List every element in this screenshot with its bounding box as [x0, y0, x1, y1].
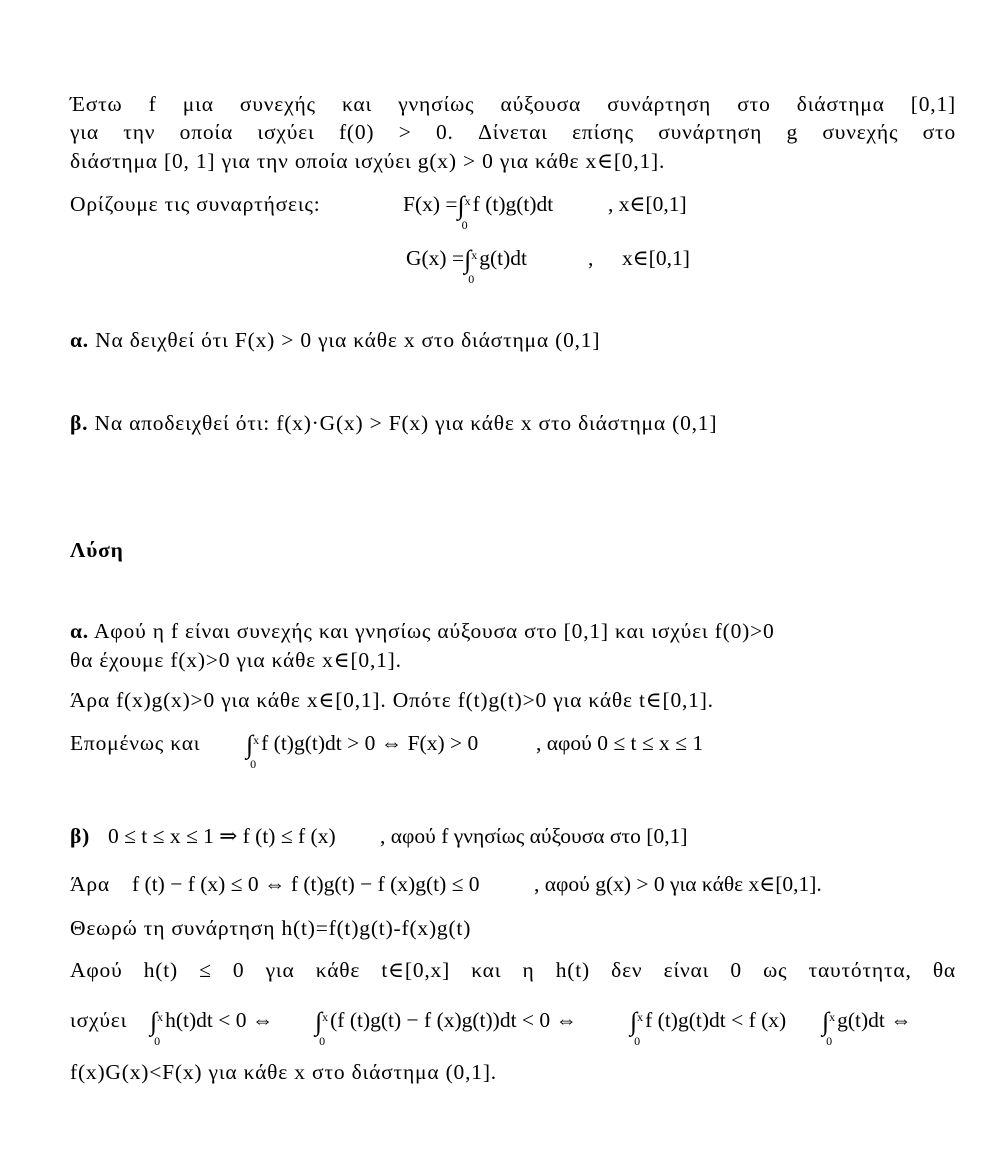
integral-sign: ∫: [457, 191, 465, 220]
integral-sign: ∫: [315, 1007, 323, 1036]
solution-b-line-2: Άρα f (t) − f (x) ≤ 0 ⇔ f (t)g(t) − f (x)g(t) ≤ 0 , αφού g(x) > 0 για κάθε x∈[0,1].: [70, 872, 822, 896]
solution-a-line-4: Επομένως και ∫ x 0 f (t)g(t)dt > 0 ⇔ F(x) > 0 , αφού 0 ≤ t ≤ x ≤ 1: [70, 730, 704, 771]
solution-b-line-3: Θεωρώ τη συνάρτηση h(t)=f(t)g(t)-f(x)g(t): [70, 916, 472, 940]
integral-term-1: ∫ x 0 h(t)dt < 0 ⇔: [150, 1007, 274, 1048]
integral-term-3: ∫ x 0 f (t)g(t)dt < f (x): [630, 1007, 787, 1048]
integral-limits: x 0: [250, 733, 260, 771]
integral-sign: ∫: [464, 245, 472, 274]
integral-sign: ∫: [246, 730, 254, 759]
integral-term-2: ∫ x 0 (f (t)g(t) − f (x)g(t))dt < 0 ⇔: [315, 1007, 578, 1048]
G-comma: ,: [588, 246, 594, 270]
problem-line-1: Έστω f μια συνεχής και γνησίως αύξουσα συνάρτηση στο διάστημα [0,1]: [70, 92, 956, 116]
F-integrand: f (t)g(t)dt: [472, 192, 554, 216]
G-lhs: G(x) =: [406, 246, 465, 270]
solution-b-line-5: ισχύει ∫ x 0 h(t)dt < 0 ⇔ ∫ x 0 (f (t)g(t) − f (x)g(t))dt < 0 ⇔ ∫ x 0 f (t)g(t)dt < f (x) ∫ x 0 g(t)dt ⇔: [70, 1007, 912, 1048]
G-integrand: g(t)dt: [479, 246, 528, 270]
F-domain: , x∈[0,1]: [608, 192, 687, 216]
integral-sign: ∫: [822, 1007, 830, 1036]
integral-limits: x 0: [826, 1010, 836, 1048]
integral-limits: x 0: [461, 194, 471, 232]
part-a-marker: α.: [70, 328, 89, 352]
part-a-text: Να δειχθεί ότι F(x) > 0 για κάθε x στο διάστημα (0,1]: [95, 328, 601, 352]
definition-F-line: [70, 190, 956, 232]
solution-a-line-3: Άρα f(x)g(x)>0 για κάθε x∈[0,1]. Οπότε f(t)g(t)>0 για κάθε t∈[0,1].: [70, 688, 714, 712]
part-b-text: Να αποδειχθεί ότι: f(x)·G(x) > F(x) για κάθε x στο διάστημα (0,1]: [94, 411, 718, 435]
solution-a-line-1: α. Αφού η f είναι συνεχής και γνησίως αύξουσα στο [0,1] και ισχύει f(0)>0: [70, 619, 775, 643]
solution-b-marker: β): [70, 824, 91, 848]
integral-sign: ∫: [630, 1007, 638, 1036]
solution-b-line-4: Αφού h(t) ≤ 0 για κάθε t∈[0,x] και η h(t) δεν είναι 0 ως ταυτότητα, θα: [70, 958, 956, 982]
part-a-question: [70, 326, 956, 354]
solution-b-line-6: f(x)G(x)<F(x) για κάθε x στο διάστημα (0,1].: [70, 1060, 497, 1084]
part-b-marker: β.: [70, 411, 89, 435]
problem-line-2: για την οποία ισχύει f(0) > 0. Δίνεται επίσης συνάρτηση g συνεχής στο: [70, 120, 956, 144]
solution-heading: Λύση: [70, 538, 124, 562]
definition-F-formula: [403, 190, 554, 232]
part-b-question: [70, 409, 956, 437]
solution-a-formula: ∫ x 0 f (t)g(t)dt > 0 ⇔ F(x) > 0: [246, 730, 479, 771]
problem-line-3: διάστημα [0, 1] για την οποία ισχύει g(x) > 0 για κάθε x∈[0,1].: [70, 149, 666, 173]
solution-a-line-2: θα έχουμε f(x)>0 για κάθε x∈[0,1].: [70, 648, 402, 672]
definition-intro: Ορίζουμε τις συναρτήσεις:: [70, 192, 321, 216]
solution-a-marker: α.: [70, 619, 89, 643]
integral-limits: x 0: [468, 248, 478, 286]
integral-sign: ∫: [150, 1007, 158, 1036]
definition-G-formula: [406, 244, 528, 286]
integral-limits: x 0: [634, 1010, 644, 1048]
G-domain: x∈[0,1]: [622, 246, 690, 270]
integral-limits: x 0: [154, 1010, 164, 1048]
F-lhs: F(x) =: [403, 192, 458, 216]
integral-term-4: ∫ x 0 g(t)dt ⇔: [822, 1007, 912, 1048]
solution-b-line-1: β) 0 ≤ t ≤ x ≤ 1 ⇒ f (t) ≤ f (x) , αφού f γνησίως αύξουσα στο [0,1]: [70, 824, 688, 848]
integral-limits: x 0: [319, 1010, 329, 1048]
